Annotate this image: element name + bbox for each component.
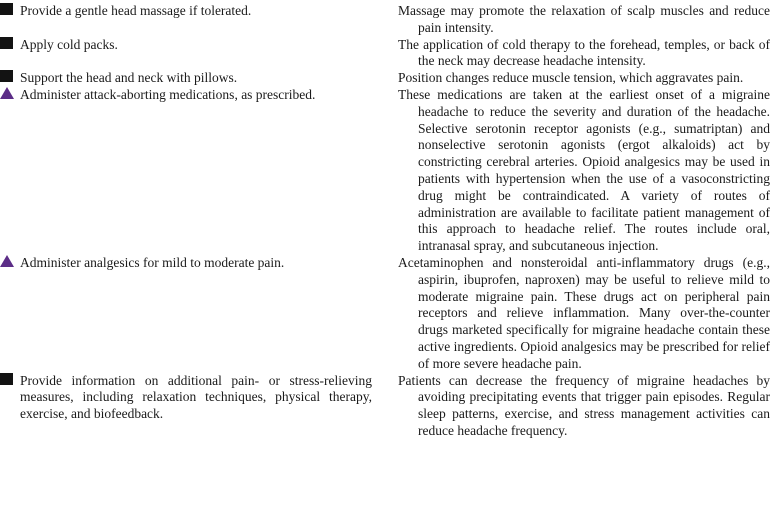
- table-row: [0, 255, 770, 373]
- rationale-cell: [372, 70, 770, 87]
- intervention-text: Support the head and neck with pillows.: [20, 70, 238, 86]
- rationale-cell: [372, 37, 770, 71]
- intervention-text: Provide information on additional pain- or stress-relieving measures, including relaxation techniques, physical therapy, exercise, and biofeedback.: [20, 372, 372, 422]
- square-bullet-icon: [0, 373, 13, 385]
- rationale-text: The application of cold therapy to the forehead, temples, or back of the neck may decrease headache intensity.: [398, 36, 770, 69]
- rationale-text: Patients can decrease the frequency of migraine headaches by avoiding precipitating events that trigger pain episodes. Regular sleep patterns, exercise, and stress management activities can reduce headache frequency.: [398, 372, 770, 438]
- rationale-text: These medications are taken at the earliest onset of a migraine headache to reduce the severity and duration of the headache. Selective serotonin receptor agonists (e.g., sumatriptan) and nonselective serotonin agonists (ergot alkaloids) act by constricting cerebral arteries. Opioid analgesics may be used in patients with hypertension when the use of a vasoconstricting drug might be contraindicated. A variety of routes of administration are available to facilitate patient management of this approach to headache relief. The routes include oral, intranasal spray, and subcutaneous injection.: [398, 86, 770, 254]
- rationale-cell: [372, 373, 770, 440]
- rationale-cell: [372, 87, 770, 255]
- triangle-bullet-icon: [0, 255, 14, 267]
- table-row: [0, 3, 770, 37]
- intervention-text: Administer attack-aborting medications, as prescribed.: [20, 86, 316, 102]
- rationale-text: Position changes reduce muscle tension, which aggravates pain.: [398, 70, 744, 86]
- table-row: [0, 37, 770, 71]
- intervention-cell: [0, 373, 372, 423]
- rationale-cell: [372, 255, 770, 373]
- square-bullet-icon: [0, 3, 13, 15]
- intervention-cell: [0, 37, 372, 54]
- rationale-text: Acetaminophen and nonsteroidal anti-inflammatory drugs (e.g., aspirin, ibuprofen, naproxen) may be useful to relieve mild to moderate migraine pain. These drugs act on peripheral pain receptors and relieve inflammation. Many over-the-counter drugs marketed specifically for migraine headache contain these active ingredients. Opioid analgesics may be prescribed for relief of more severe headache pain.: [398, 254, 770, 371]
- square-bullet-icon: [0, 70, 13, 82]
- intervention-text: Apply cold packs.: [20, 36, 118, 52]
- rationale-text: Massage may promote the relaxation of scalp muscles and reduce pain intensity.: [398, 3, 770, 35]
- intervention-cell: [0, 70, 372, 87]
- intervention-text: Administer analgesics for mild to moderate pain.: [20, 254, 285, 270]
- table-row: [0, 70, 770, 87]
- rationale-cell: [372, 3, 770, 37]
- triangle-bullet-icon: [0, 87, 14, 99]
- intervention-text: Provide a gentle head massage if tolerated.: [20, 3, 252, 18]
- intervention-cell: [0, 255, 372, 272]
- table-row: [0, 373, 770, 440]
- table-row: [0, 87, 770, 255]
- intervention-cell: [0, 3, 372, 20]
- intervention-cell: [0, 87, 372, 104]
- square-bullet-icon: [0, 37, 13, 49]
